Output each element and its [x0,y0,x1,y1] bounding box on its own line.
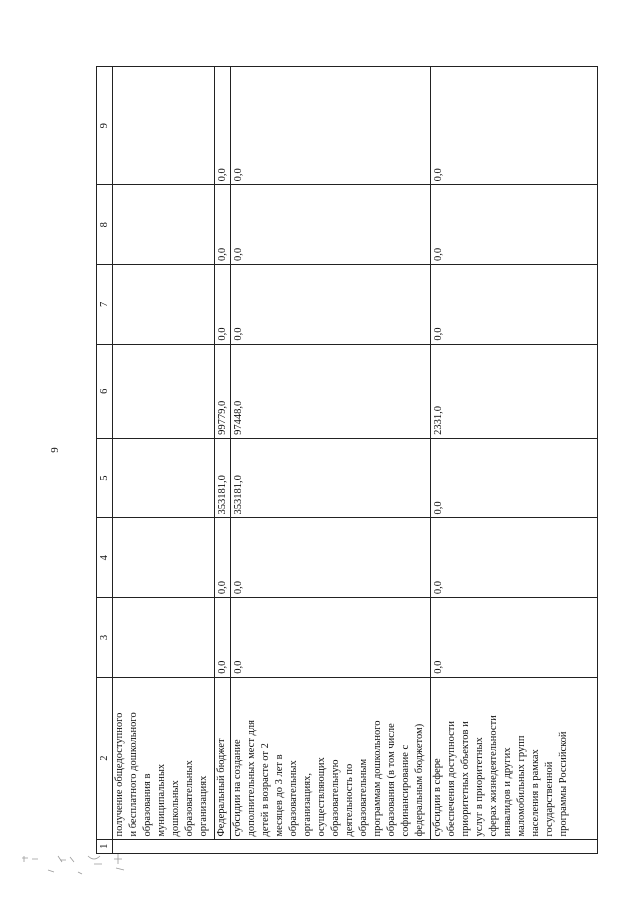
row-label-cell [231,677,431,839]
value-cell [113,67,215,185]
row-label-line: обеспечения доступности [446,720,457,837]
value-cell: 0,0 [215,185,231,265]
column-header: 5 [97,438,113,518]
value-cell: 97448,0 [231,344,431,438]
row-label-line: сферах жизнедеятельности [488,715,499,837]
column-header: 2 [97,677,113,839]
value-cell [113,265,215,345]
table-row [431,67,598,854]
row-label-line: субсидии в сфере [432,758,443,837]
row-label-line: месяцев до 3 лет в [274,754,285,837]
row-label-cell [113,677,215,839]
row-label-line: Федеральный бюджет [216,738,227,837]
value-cell: 0,0 [431,185,598,265]
value-cell: 0,0 [431,598,598,678]
row-label-line: софинансирование с [400,744,411,837]
value-cell: 353181,0 [231,438,431,518]
row-label-line: образования (в том числе [386,723,397,837]
row-label-line: программам дошкольного [372,720,383,837]
column-header: 9 [97,67,113,185]
row-label-line: инвалидов и других [502,747,513,837]
row-number-cell [113,839,598,853]
row-label-cell [215,677,231,839]
value-cell: 99779,0 [215,344,231,438]
row-label-line: муниципальных [156,763,167,837]
column-header: 8 [97,185,113,265]
value-cell: 0,0 [431,438,598,518]
row-label-line: организациях [198,775,209,837]
value-cell: 0,0 [215,67,231,185]
value-cell: 0,0 [231,598,431,678]
value-cell: 0,0 [231,67,431,185]
value-cell: 0,0 [215,265,231,345]
row-label-line: получение общедоступного [114,712,125,837]
table-row [215,67,231,854]
column-header: 1 [97,839,113,853]
row-label-line: дополнительных мест для [246,720,257,837]
rotated-page-content [96,66,598,854]
row-label-line: детей в возрасте от 2 [260,743,271,837]
value-cell [113,185,215,265]
value-cell: 353181,0 [215,438,231,518]
value-cell [113,344,215,438]
value-cell: 0,0 [431,265,598,345]
row-label-line: приоритетных объектов и [460,721,471,837]
column-header: 3 [97,598,113,678]
row-label-line: организациях, [302,773,313,837]
value-cell: 0,0 [215,518,231,598]
value-cell: 0,0 [215,598,231,678]
budget-table [96,66,598,854]
scan-artifact-mark [18,850,138,882]
table-header-row [97,67,113,854]
row-label-line: субсидии на создание [232,739,243,837]
row-label-line: услуг в приоритетных [474,737,485,837]
table-row [113,67,215,854]
value-cell [113,438,215,518]
row-label-line: маломобильных групп [516,735,527,837]
row-label-line: образовательных [184,760,195,837]
row-label-line: федеральным бюджетом) [414,723,425,837]
value-cell [113,598,215,678]
table-row [231,67,431,854]
value-cell: 0,0 [431,518,598,598]
row-label-cell [431,677,598,839]
value-cell: 2331,0 [431,344,598,438]
row-label-line: государственной [544,761,555,837]
value-cell [113,518,215,598]
column-header: 4 [97,518,113,598]
page-number: 9 [48,447,61,453]
row-label-line: населения в рамках [530,749,541,837]
row-label-line: осуществляющих [316,757,327,837]
value-cell: 0,0 [431,67,598,185]
value-cell: 0,0 [231,185,431,265]
row-label-line: деятельность по [344,763,355,837]
row-label-line: образовательную [330,759,341,837]
value-cell: 0,0 [231,518,431,598]
row-label-line: образовательным [358,758,369,837]
row-label-line: образовательных [288,760,299,837]
value-cell: 0,0 [231,265,431,345]
row-label-line: программы Российской [558,731,569,837]
row-label-line: образования в [142,773,153,837]
row-label-line: дошкольных [170,780,181,837]
row-label-line: и бесплатного дошкольного [128,712,139,837]
column-header: 6 [97,344,113,438]
column-header: 7 [97,265,113,345]
